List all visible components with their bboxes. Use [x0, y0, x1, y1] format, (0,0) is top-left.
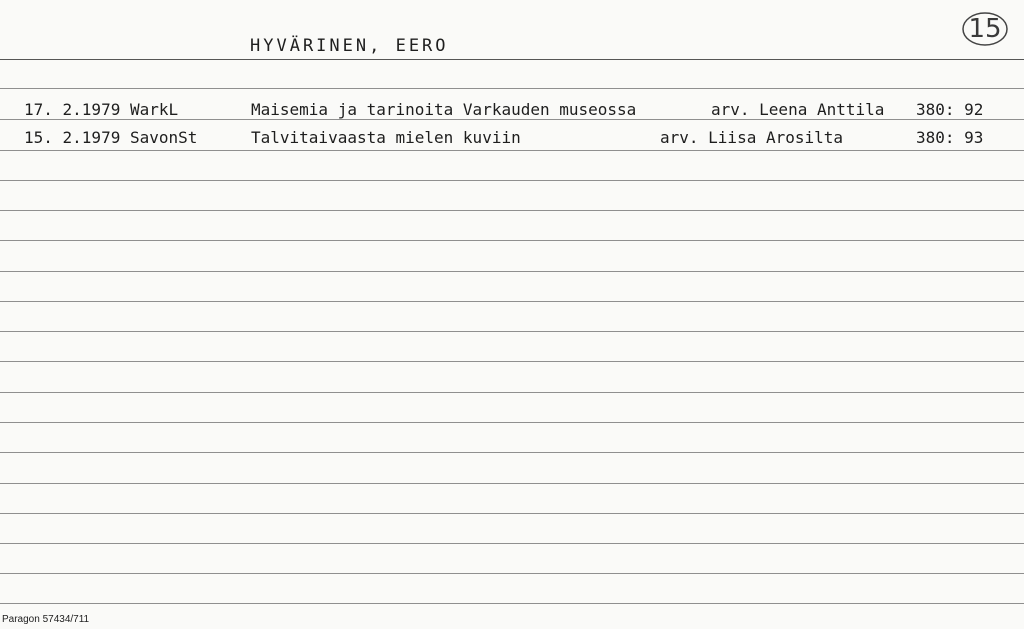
card-rule [0, 88, 1024, 89]
card-number: 15 [968, 14, 1002, 44]
card-rule [0, 483, 1024, 484]
card-rule [0, 543, 1024, 544]
card-rule [0, 150, 1024, 151]
card-rule [0, 513, 1024, 514]
entry-title: Maisemia ja tarinoita Varkauden museossa [251, 100, 637, 119]
card-rule [0, 271, 1024, 272]
card-print-label: Paragon 57434/711 [2, 614, 90, 625]
entry-code: 380: 93 [916, 128, 984, 147]
entry-date-source: 17. 2.1979 WarkL [24, 100, 179, 119]
card-rule [0, 180, 1024, 181]
card-rule [0, 573, 1024, 574]
card-rule [0, 59, 1024, 60]
entry-reviewer: arv. Liisa Arosilta [660, 128, 844, 147]
card-rule [0, 422, 1024, 423]
card-rule [0, 210, 1024, 211]
card-rule [0, 240, 1024, 241]
person-name-heading: HYVÄRINEN, EERO [250, 36, 449, 56]
list-item [0, 100, 1024, 122]
entry-date-source: 15. 2.1979 SavonSt [24, 128, 198, 147]
card-rule [0, 361, 1024, 362]
entry-reviewer: arv. Leena Anttila [711, 100, 885, 119]
card-rule [0, 301, 1024, 302]
card-number-badge [961, 11, 1009, 47]
card-rule [0, 331, 1024, 332]
card-rule [0, 392, 1024, 393]
card-rule [0, 603, 1024, 604]
entry-code: 380: 92 [916, 100, 984, 119]
list-item [0, 128, 1024, 150]
card-rule [0, 452, 1024, 453]
entry-title: Talvitaivaasta mielen kuviin [251, 128, 521, 147]
